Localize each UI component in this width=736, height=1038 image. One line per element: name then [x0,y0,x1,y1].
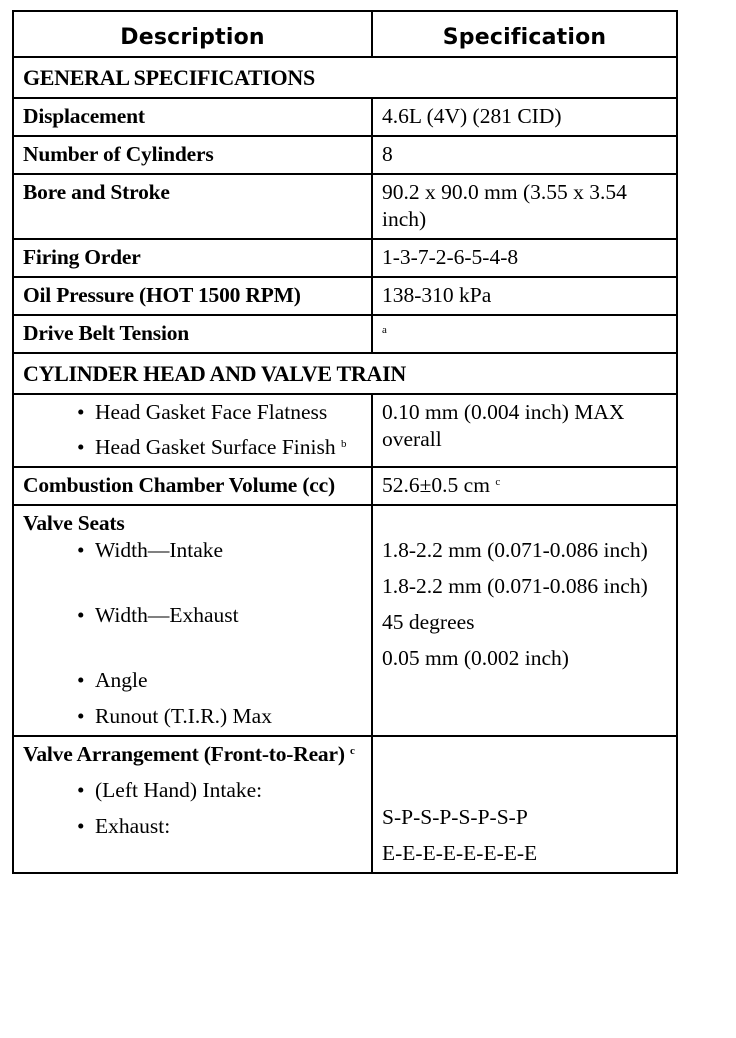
head-gasket-finish-label: Head Gasket Surface Finish [95,435,336,459]
valve-seats-values [372,505,677,736]
column-header-specification: Specification [372,11,677,57]
table-row [13,98,677,136]
section-title-general: GENERAL SPECIFICATIONS [13,57,677,98]
table-row [13,136,677,174]
row-label: Bore and Stroke [13,174,372,239]
combustion-value: 52.6±0.5 cm [382,473,490,497]
list-item: • Exhaust: [77,814,171,838]
table-row [13,239,677,277]
table-row [13,467,677,505]
bullet-icon: • [77,400,85,424]
head-gasket-face-label: Head Gasket Face Flatness [95,400,328,424]
spec-table [12,10,678,874]
list-item: • (Left Hand) Intake: [77,778,263,802]
valve-seats-label: Valve Seats [23,511,125,535]
section-title-cylinder-head: CYLINDER HEAD AND VALVE TRAIN [13,353,677,394]
valve-seat-value: 0.05 mm (0.002 inch) [382,646,569,670]
row-value: 90.2 x 90.0 mm (3.55 x 3.54 inch) [372,174,677,239]
bullet-icon: • [77,814,85,838]
bullet-icon: • [77,603,85,627]
head-gasket-labels [13,394,372,467]
table-row [13,394,677,467]
combustion-label: Combustion Chamber Volume (cc) [13,467,372,505]
table-row [13,277,677,315]
bullet-icon: • [77,778,85,802]
combustion-value-cell [372,467,677,505]
table-row [13,505,677,736]
bullet-icon: • [77,668,85,692]
valve-arrangement-labels [13,736,372,873]
head-gasket-face-value: 0.10 mm (0.004 inch) MAX overall [372,394,677,467]
table-row [13,315,677,353]
column-header-description: Description [13,11,372,57]
valve-seat-value: 1.8-2.2 mm (0.071-0.086 inch) [382,574,648,598]
valve-seat-value: 1.8-2.2 mm (0.071-0.086 inch) [382,538,648,562]
row-value: 8 [372,136,677,174]
row-label: Firing Order [13,239,372,277]
footnote-mark: c [349,745,355,757]
footnote-mark: a [382,324,387,336]
valve-arrangement-label: Valve Arrangement (Front-to-Rear) [23,742,345,766]
row-value [372,315,677,353]
row-label: Number of Cylinders [13,136,372,174]
row-label: Oil Pressure (HOT 1500 RPM) [13,277,372,315]
section-row-cylinder-head [13,353,677,394]
bullet-icon: • [77,538,85,562]
bullet-icon: • [77,704,85,728]
list-item [23,399,363,426]
footnote-mark: c [495,476,501,488]
valve-seat-value: 45 degrees [382,610,475,634]
bullet-icon: • [77,435,85,459]
row-value: 1-3-7-2-6-5-4-8 [372,239,677,277]
row-value: 138-310 kPa [372,277,677,315]
row-value: 4.6L (4V) (281 CID) [372,98,677,136]
valve-seats-labels [13,505,372,736]
row-label: Drive Belt Tension [13,315,372,353]
list-item: • Width—Exhaust [77,603,239,627]
valve-arrangement-values [372,736,677,873]
table-row [13,174,677,239]
section-row-general [13,57,677,98]
valve-arrangement-value: E-E-E-E-E-E-E-E [382,841,538,865]
list-item [23,434,363,461]
footnote-mark: b [341,438,347,450]
valve-arrangement-value: S-P-S-P-S-P-S-P [382,805,528,829]
table-header-row [13,11,677,57]
row-label: Displacement [13,98,372,136]
list-item: • Angle [77,668,148,692]
list-item: • Runout (T.I.R.) Max [77,704,272,728]
table-row [13,736,677,873]
spec-sheet [12,10,676,874]
list-item: • Width—Intake [77,538,224,562]
